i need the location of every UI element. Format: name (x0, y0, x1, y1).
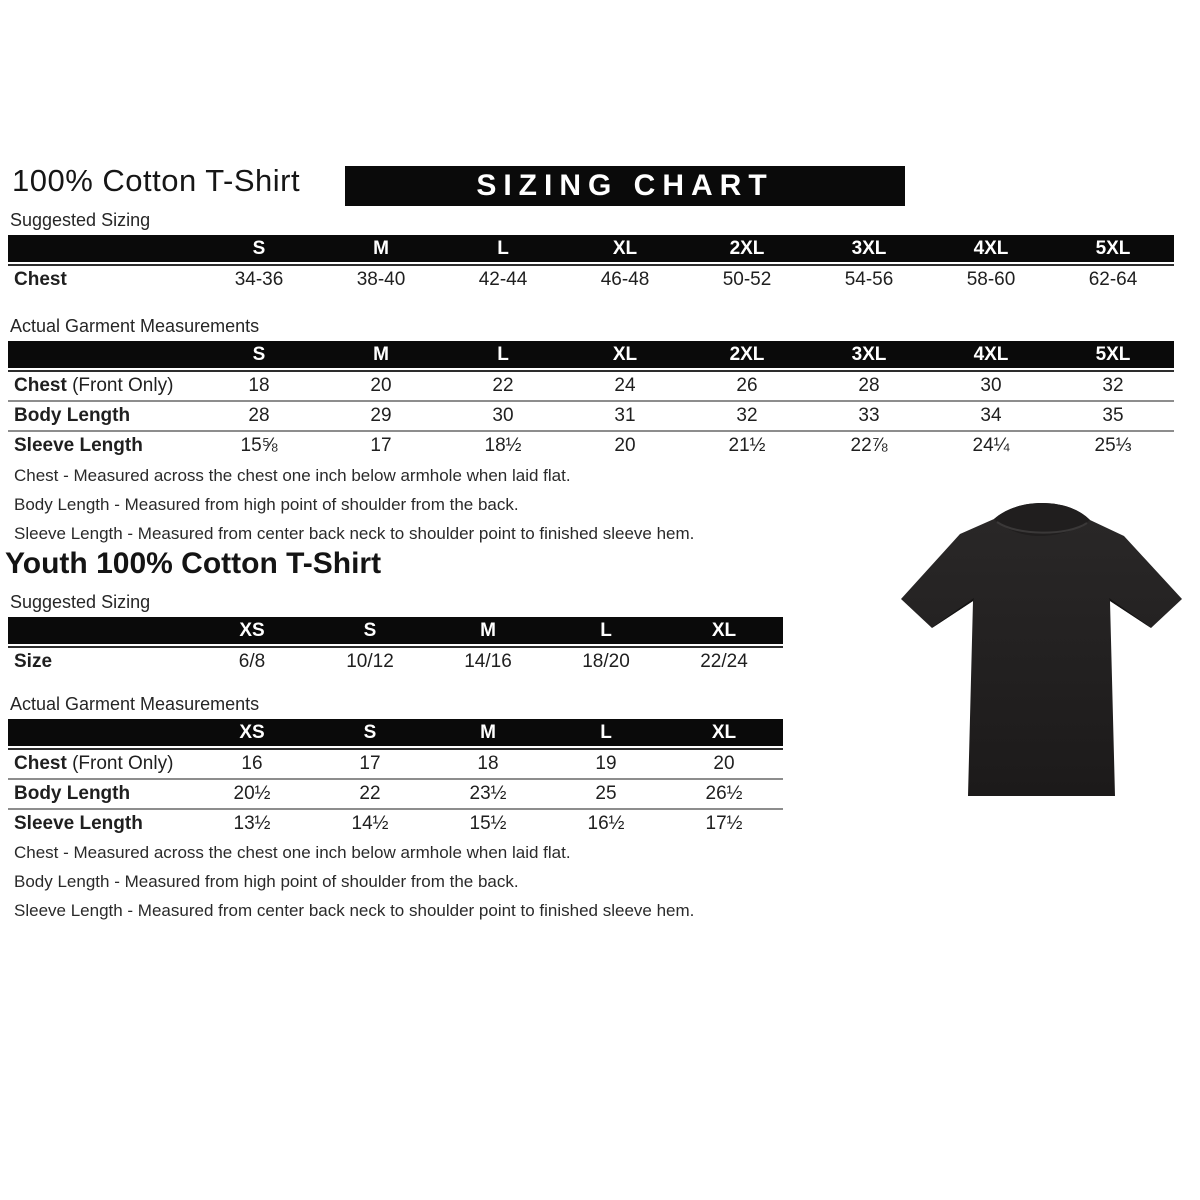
note-chest: Chest - Measured across the chest one inch below armhole when laid flat. (14, 843, 571, 862)
size-column-header: M (429, 719, 547, 748)
measurement-cell: 20 (665, 748, 783, 778)
size-header-row (8, 341, 1174, 370)
measurement-cell: 32 (1052, 370, 1174, 400)
table-row (8, 264, 1174, 294)
section-label: Actual Garment Measurements (10, 316, 260, 336)
table-row (8, 400, 1174, 430)
measurement-cell: 14½ (311, 808, 429, 838)
youth-actual-measurements-section (8, 694, 783, 838)
size-header-row (8, 617, 783, 646)
measurement-cell: 17 (311, 748, 429, 778)
measurement-cell: 38-40 (320, 264, 442, 294)
measurement-cell: 13½ (193, 808, 311, 838)
measurement-cell: 31 (564, 400, 686, 430)
black-tshirt-image (890, 478, 1195, 810)
size-column-header: M (320, 341, 442, 370)
measurement-cell: 25 (547, 778, 665, 808)
note-sleeve-length: Sleeve Length - Measured from center back neck to shoulder point to finished sleeve hem. (14, 901, 695, 920)
measurement-cell: 22 (442, 370, 564, 400)
measurement-cell: 22 (311, 778, 429, 808)
row-label: Sleeve Length (8, 808, 193, 838)
measurement-cell: 15½ (429, 808, 547, 838)
table-row (8, 748, 783, 778)
size-column-header: 5XL (1052, 341, 1174, 370)
note-body-length: Body Length - Measured from high point of shoulder from the back. (14, 495, 519, 514)
sizing-table (8, 341, 1174, 460)
measurement-cell: 17½ (665, 808, 783, 838)
note-chest: Chest - Measured across the chest one inch below armhole when laid flat. (14, 466, 571, 485)
section-label: Actual Garment Measurements (10, 694, 260, 714)
adult-suggested-sizing-section (8, 210, 1174, 294)
size-column-header: 3XL (808, 341, 930, 370)
measurement-cell: 46-48 (564, 264, 686, 294)
size-column-header: 2XL (686, 341, 808, 370)
measurement-cell: 18½ (442, 430, 564, 460)
row-label-column-header (8, 617, 193, 646)
measurement-cell: 54-56 (808, 264, 930, 294)
youth-suggested-sizing-section (8, 592, 783, 676)
size-header-row (8, 719, 783, 748)
size-column-header: XL (665, 617, 783, 646)
section-label: Suggested Sizing (10, 592, 151, 612)
measurement-cell: 26 (686, 370, 808, 400)
size-column-header: M (320, 235, 442, 264)
measurement-cell: 20 (320, 370, 442, 400)
youth-actual-table (8, 719, 783, 838)
measurement-cell: 34-36 (198, 264, 320, 294)
note-body-length: Body Length - Measured from high point of shoulder from the back. (14, 872, 519, 891)
row-label: Body Length (8, 400, 198, 430)
measurement-cell: 18 (429, 748, 547, 778)
row-label: Chest (Front Only) (8, 370, 198, 400)
note-sleeve-length: Sleeve Length - Measured from center back neck to shoulder point to finished sleeve hem. (14, 524, 695, 543)
size-column-header: XS (193, 719, 311, 748)
measurement-cell: 20½ (193, 778, 311, 808)
table-row (8, 430, 1174, 460)
measurement-cell: 32 (686, 400, 808, 430)
page-title: 100% Cotton T-Shirt (12, 163, 301, 198)
size-column-header: L (547, 719, 665, 748)
size-column-header: L (442, 235, 564, 264)
size-column-header: 4XL (930, 341, 1052, 370)
row-label-column-header (8, 341, 198, 370)
size-header-row (8, 235, 1174, 264)
adult-actual-table (8, 341, 1174, 460)
measurement-cell: 20 (564, 430, 686, 460)
measurement-cell: 21½ (686, 430, 808, 460)
sizing-chart-banner: SIZING CHART (345, 166, 905, 206)
table-row (8, 646, 783, 676)
measurement-cell: 33 (808, 400, 930, 430)
tshirt-body-shape (901, 503, 1182, 796)
measurement-cell: 16½ (547, 808, 665, 838)
measurement-cell: 50-52 (686, 264, 808, 294)
measurement-cell: 17 (320, 430, 442, 460)
measurement-cell: 42-44 (442, 264, 564, 294)
measurement-cell: 10/12 (311, 646, 429, 676)
section-label: Suggested Sizing (10, 210, 151, 230)
measurement-cell: 28 (808, 370, 930, 400)
measurement-cell: 18/20 (547, 646, 665, 676)
measurement-cell: 14/16 (429, 646, 547, 676)
youth-section-title: Youth 100% Cotton T-Shirt (5, 547, 382, 580)
measurement-cell: 58-60 (930, 264, 1052, 294)
size-column-header: 2XL (686, 235, 808, 264)
measurement-cell: 16 (193, 748, 311, 778)
size-column-header: XL (564, 341, 686, 370)
size-column-header: S (198, 235, 320, 264)
size-column-header: 4XL (930, 235, 1052, 264)
row-label: Size (8, 646, 193, 676)
sizing-table (8, 235, 1174, 294)
size-column-header: S (311, 719, 429, 748)
measurement-cell: 30 (930, 370, 1052, 400)
row-label: Chest (8, 264, 198, 294)
table-row (8, 370, 1174, 400)
size-column-header: S (311, 617, 429, 646)
youth-measurement-notes (14, 838, 694, 925)
size-column-header: S (198, 341, 320, 370)
sizing-table (8, 617, 783, 676)
size-column-header: XL (665, 719, 783, 748)
table-row (8, 778, 783, 808)
size-column-header: XS (193, 617, 311, 646)
measurement-cell: 24¼ (930, 430, 1052, 460)
row-label: Body Length (8, 778, 193, 808)
measurement-cell: 29 (320, 400, 442, 430)
measurement-cell: 34 (930, 400, 1052, 430)
size-column-header: M (429, 617, 547, 646)
measurement-cell: 30 (442, 400, 564, 430)
size-column-header: L (442, 341, 564, 370)
measurement-cell: 22/24 (665, 646, 783, 676)
measurement-cell: 35 (1052, 400, 1174, 430)
measurement-cell: 6/8 (193, 646, 311, 676)
row-label: Sleeve Length (8, 430, 198, 460)
size-column-header: L (547, 617, 665, 646)
size-column-header: XL (564, 235, 686, 264)
row-label-column-header (8, 719, 193, 748)
row-label: Chest (Front Only) (8, 748, 193, 778)
table-row (8, 808, 783, 838)
measurement-cell: 28 (198, 400, 320, 430)
measurement-cell: 19 (547, 748, 665, 778)
measurement-cell: 22⅞ (808, 430, 930, 460)
size-column-header: 3XL (808, 235, 930, 264)
measurement-cell: 26½ (665, 778, 783, 808)
row-label-column-header (8, 235, 198, 264)
measurement-cell: 25⅓ (1052, 430, 1174, 460)
adult-measurement-notes (14, 461, 694, 548)
measurement-cell: 23½ (429, 778, 547, 808)
measurement-cell: 18 (198, 370, 320, 400)
youth-suggested-table (8, 617, 783, 676)
measurement-cell: 24 (564, 370, 686, 400)
measurement-cell: 15⅝ (198, 430, 320, 460)
tshirt-product-photo (890, 478, 1195, 810)
adult-actual-measurements-section (8, 316, 1174, 460)
sizing-table (8, 719, 783, 838)
measurement-cell: 62-64 (1052, 264, 1174, 294)
adult-suggested-table (8, 235, 1174, 294)
size-column-header: 5XL (1052, 235, 1174, 264)
